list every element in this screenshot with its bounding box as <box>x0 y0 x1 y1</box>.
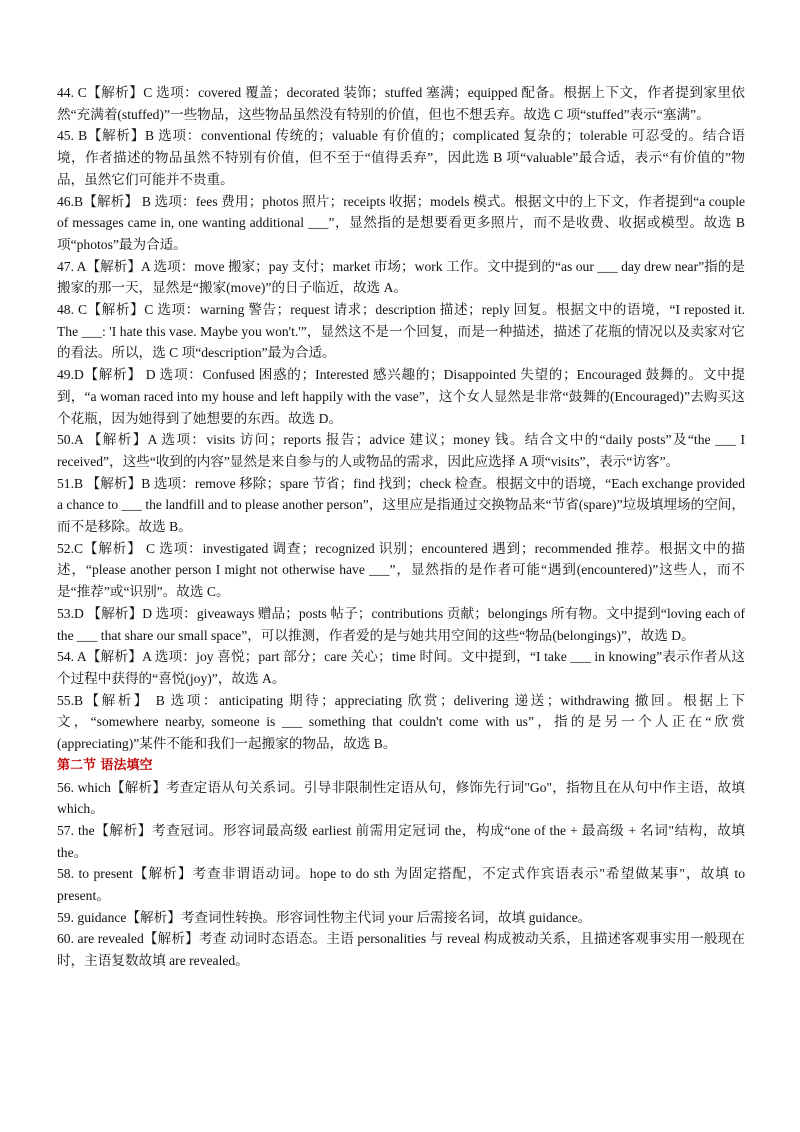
answer-item-44: 44. C【解析】C 选项：covered 覆盖；decorated 装饰；stuffed 塞满；equipped 配备。根据上下文，作者提到家里依然“充满着(stuffed)”一些物品，这些物品虽然没有特别的价值，但也不想丢弃。故选 C 项“stuffed”表示“塞满”。 <box>57 85 745 122</box>
answer-item-51: 51.B 【解析】B 选项：remove 移除；spare 节省；find 找到；check 检查。根据文中的语境，“Each exchange provided a chance to ___ the landfill and to please another person”，这里应是指通过交换物品来“节省(spare)”垃圾填埋场的空间，而不是移除。故选 B。 <box>57 475 745 535</box>
answer-item-59: 59. guidance【解析】考查词性转换。形容词性物主代词 your 后需接名词，故填 guidance。 <box>57 909 592 925</box>
answer-item-45: 45. B【解析】B 选项：conventional 传统的；valuable 有价值的；complicated 复杂的；tolerable 可忍受的。结合语境，作者描述的物品虽然不特别有价值，但不至于“值得丢弃”，因此选 B 项“valuable”最合适，表示“有价值的”物品，虽然它们可能并不贵重。 <box>57 128 745 187</box>
answer-item-52: 52.C【解析】 C 选项：investigated 调查；recognized 识别；encountered 遇到；recommended 推荐。根据文中的描述，“please another person I might not otherwise have ___”，显然指的是作者可能“遇到(encountered)”这些人，而不是“推荐”或“识别”。故选 C。 <box>57 540 745 600</box>
answer-item-54: 54. A【解析】A 选项：joy 喜悦；part 部分；care 关心；time 时间。文中提到，“I take ___ in knowing”表示作者从这个过程中获得的“喜悦(joy)”，故选 A。 <box>57 649 745 686</box>
answer-explanations <box>57 82 745 972</box>
answer-item-57: 57. the【解析】考查冠词。形容词最高级 earliest 前需用定冠词 the，构成“one of the + 最高级 + 名词"结构，故填 the。 <box>57 822 745 860</box>
answer-item-53: 53.D 【解析】D 选项：giveaways 赠品；posts 帖子；contributions 贡献；belongings 所有物。文中提到“loving each of the ___ that share our small space”，可以推测，作者爱的是与她共用空间的这些“物品(belongings)”，故选 D。 <box>57 605 745 643</box>
answer-item-49: 49.D【解析】 D 选项：Confused 困惑的；Interested 感兴趣的；Disappointed 失望的；Encouraged 鼓舞的。文中提到，“a woman raced into my house and left happily with the vase”，这个女人显然是非常“鼓舞的(Encouraged)”去购买这个花瓶，因为她得到了她想要的东西。故选 D。 <box>57 367 745 426</box>
answer-item-50: 50.A 【解析】A 选项：visits 访问；reports 报告；advice 建议；money 钱。结合文中的“daily posts”及“the ___ I received”，这些“收到的内容”显然是来自参与的人或物品的需求，因此应选择 A 项“visits”，表示“访客”。 <box>57 432 745 469</box>
answer-item-60: 60. are revealed【解析】考查 动词时态语态。主语 personalities 与 reveal 构成被动关系，且描述客观事实用一般现在时，主语复数故填 are revealed。 <box>57 931 745 969</box>
answer-item-58: 58. to present【解析】考查非谓语动词。hope to do sth 为固定搭配，不定式作宾语表示"希望做某事"，故填 to present。 <box>57 866 745 904</box>
answer-item-48: 48. C【解析】C 选项：warning 警告；request 请求；description 描述；reply 回复。根据文中的语境，“I reposted it. The ___: 'I hate this vase. Maybe you won't.'”，显然这不是一个回复，而是一种描述，描述了花瓶的情况以及卖家对它的看法。所以，选 C 项“description”最为合适。 <box>57 302 745 361</box>
answer-item-47: 47. A【解析】A 选项：move 搬家；pay 支付；market 市场；work 工作。文中提到的“as our ___ day drew near”指的是搬家的那一天，显然是“搬家(move)”的日子临近，故选 A。 <box>57 258 745 296</box>
answer-item-46: 46.B【解析】 B 选项：fees 费用；photos 照片；receipts 收据；models 模式。根据文中的上下文，作者提到“a couple of messages came in, one wanting additional ___”，显然指的是想要看更多照片，而不是收费、收据或模型。故选 B 项“photos”最为合适。 <box>57 193 745 252</box>
section-heading: 第二节 语法填空 <box>57 757 153 773</box>
answer-item-55: 55.B【解析】 B 选项：anticipating 期待；appreciating 欣赏；delivering 递送；withdrawing 撤回。根据上下文，“somewhere nearby, someone is ___ something that couldn't come with us”，指的是另一个人正在“欣赏(appreciating)”某件不能和我们一起搬家的物品，故选 B。 <box>57 692 745 752</box>
answer-item-56: 56. which【解析】考查定语从句关系词。引导非限制性定语从句，修饰先行词"Go"，指物且在从句中作主语，故填 which。 <box>57 779 745 817</box>
